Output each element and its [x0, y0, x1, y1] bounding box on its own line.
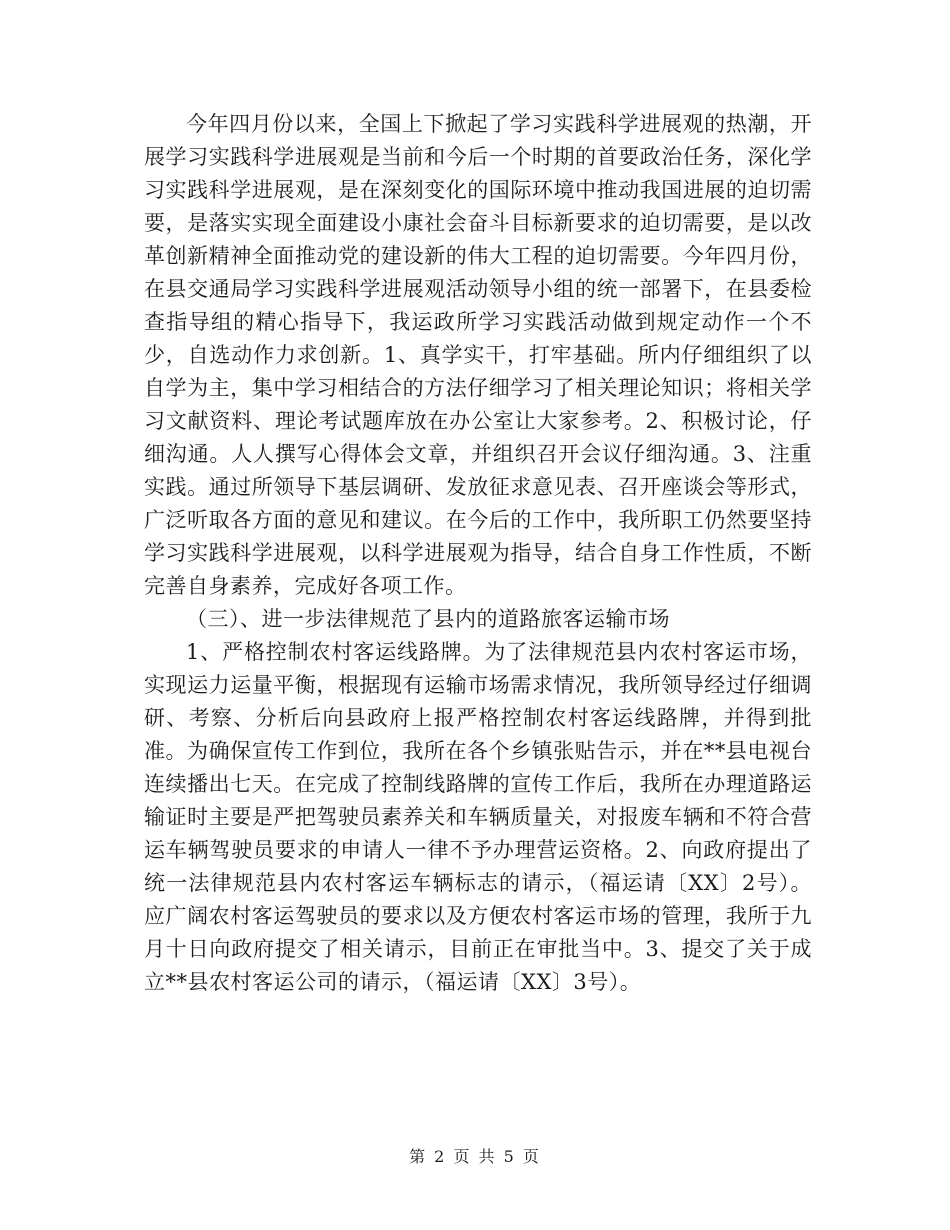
page-number-footer: 第 2 页 共 5 页	[409, 1147, 541, 1166]
document-body	[144, 108, 812, 999]
paragraph-study-practice: 今年四月份以来，全国上下掀起了学习实践科学进展观的热潮，开展学习实践科学进展观是当前和今后一个时期的首要政治任务，深化学习实践科学进展观，是在深刻变化的国际环境中推动我国进展的迫切需要，是落实实现全面建设小康社会奋斗目标新要求的迫切需要，是以改革创新精神全面推动党的建设新的伟大工程的迫切需要。今年四月份，在县交通局学习实践科学进展观活动领导小组的统一部署下，在县委检查指导组的精心指导下，我运政所学习实践活动做到规定动作一个不少，自选动作力求创新。1、真学实干，打牢基础。所内仔细组织了以自学为主，集中学习相结合的方法仔细学习了相关理论知识；将相关学习文献资料、理论考试题库放在办公室让大家参考。2、积极讨论，仔细沟通。人人撰写心得体会文章，并组织召开会议仔细沟通。3、注重实践。通过所领导下基层调研、发放征求意见表、召开座谈会等形式，广泛听取各方面的意见和建议。在今后的工作中，我所职工仍然要坚持学习实践科学进展观，以科学进展观为指导，结合自身工作性质，不断完善自身素养，完成好各项工作。	[144, 112, 812, 598]
section-heading-3: （三）、进一步法律规范了县内的道路旅客运输市场	[186, 607, 670, 631]
paragraph-rural-transport: 1、严格控制农村客运线路牌。为了法律规范县内农村客运市场，实现运力运量平衡，根据现有运输市场需求情况，我所领导经过仔细调研、考察、分析后向县政府上报严格控制农村客运线路牌，并得到批准。为确保宣传工作到位，我所在各个乡镇张贴告示，并在**县电视台连续播出七天。在完成了控制线路牌的宣传工作后，我所在办理道路运输证时主要是严把驾驶员素养关和车辆质量关，对报废车辆和不符合营运车辆驾驶员要求的申请人一律不予办理营运资格。2、向政府提出了统一法律规范县内农村客运车辆标志的请示，（福运请〔XX〕2号）。应广阔农村客运驾驶员的要求以及方便农村客运市场的管理，我所于九月十日向政府提交了相关请示，目前正在审批当中。3、提交了关于成立**县农村客运公司的请示，（福运请〔XX〕3号）。	[144, 640, 812, 994]
